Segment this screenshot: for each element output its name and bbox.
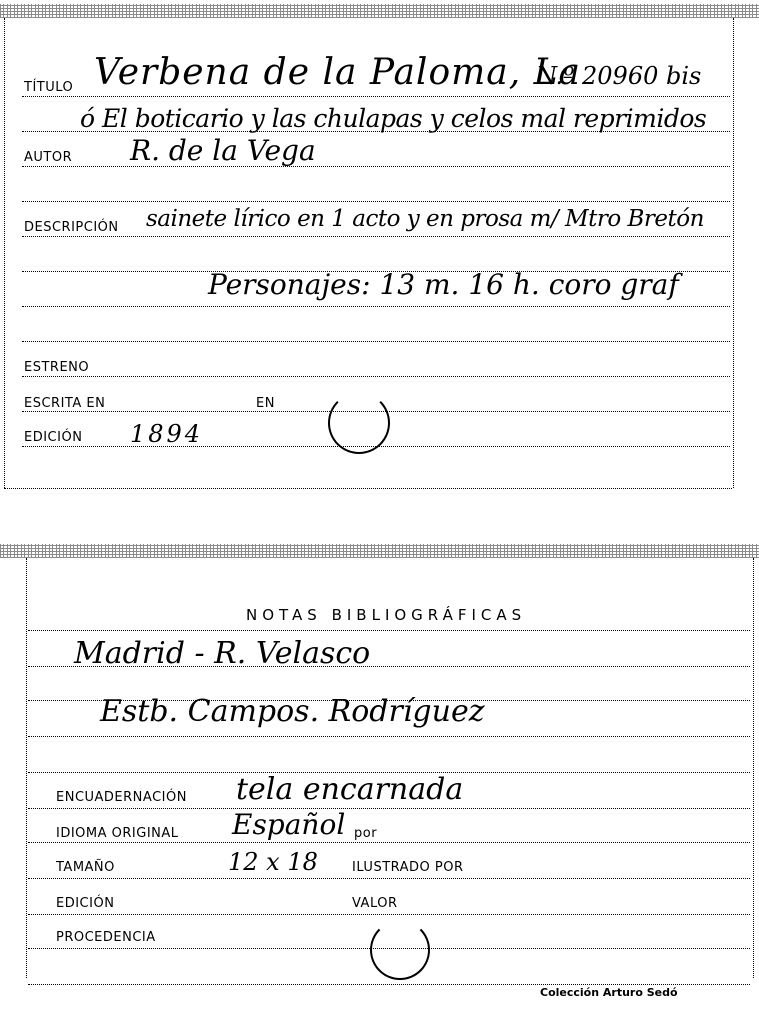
round-stamp	[328, 392, 390, 454]
value-numero: N.º 20960 bis	[536, 62, 702, 90]
rule	[28, 736, 750, 737]
label-valor: VALOR	[352, 896, 398, 911]
value-descripcion-line2: Personajes: 13 m. 16 h. coro graf	[208, 268, 679, 301]
rule	[22, 306, 730, 307]
label-estreno: ESTRENO	[24, 360, 90, 375]
rule	[22, 96, 730, 97]
label-titulo: TÍTULO	[24, 80, 74, 95]
label-ilustrado-por: ILUSTRADO POR	[352, 860, 464, 875]
value-titulo-line1: Verbena de la Paloma, La	[94, 52, 581, 93]
label-edicion: EDICIÓN	[24, 430, 83, 445]
rule	[22, 376, 730, 377]
label-en: EN	[256, 396, 275, 411]
label-autor: AUTOR	[24, 150, 73, 165]
rule	[28, 984, 750, 985]
rule	[22, 341, 730, 342]
rule	[28, 914, 750, 915]
value-autor: R. de la Vega	[130, 134, 316, 167]
label-edicion-bottom: EDICIÓN	[56, 896, 115, 911]
rule	[28, 878, 750, 879]
rule	[22, 201, 730, 202]
value-tamano: 12 x 18	[228, 848, 318, 876]
scan-noise-bottom	[0, 544, 759, 558]
value-idioma-original: Español	[232, 808, 346, 841]
rule	[22, 166, 730, 167]
label-escrita-en: ESCRITA EN	[24, 396, 106, 411]
section-title-notas: NOTAS BIBLIOGRÁFICAS	[246, 606, 527, 624]
label-tamano: TAMAÑO	[56, 860, 115, 875]
rule	[28, 808, 750, 809]
rule	[4, 488, 732, 489]
value-edicion: 1894	[130, 420, 204, 448]
value-notas-line1: Madrid - R. Velasco	[74, 636, 371, 671]
label-por: por	[354, 826, 378, 841]
label-procedencia: PROCEDENCIA	[56, 930, 156, 945]
label-descripcion: DESCRIPCIÓN	[24, 220, 119, 235]
value-encuadernacion: tela encarnada	[236, 772, 464, 807]
rule	[22, 236, 730, 237]
value-descripcion-line1: sainete lírico en 1 acto y en prosa m/ Mtro Bretón	[146, 206, 704, 232]
value-notas-line2: Estb. Campos. Rodríguez	[100, 694, 485, 729]
value-titulo-line2: ó El boticario y las chulapas y celos mal reprimidos	[80, 104, 707, 133]
round-stamp-bottom	[370, 920, 430, 980]
scan-noise-top	[0, 4, 759, 18]
rule	[28, 842, 750, 843]
label-idioma-original: IDIOMA ORIGINAL	[56, 826, 179, 841]
rule	[28, 630, 750, 631]
label-encuadernacion: ENCUADERNACIÓN	[56, 790, 187, 805]
collection-credit: Colección Arturo Sedó	[540, 986, 678, 999]
